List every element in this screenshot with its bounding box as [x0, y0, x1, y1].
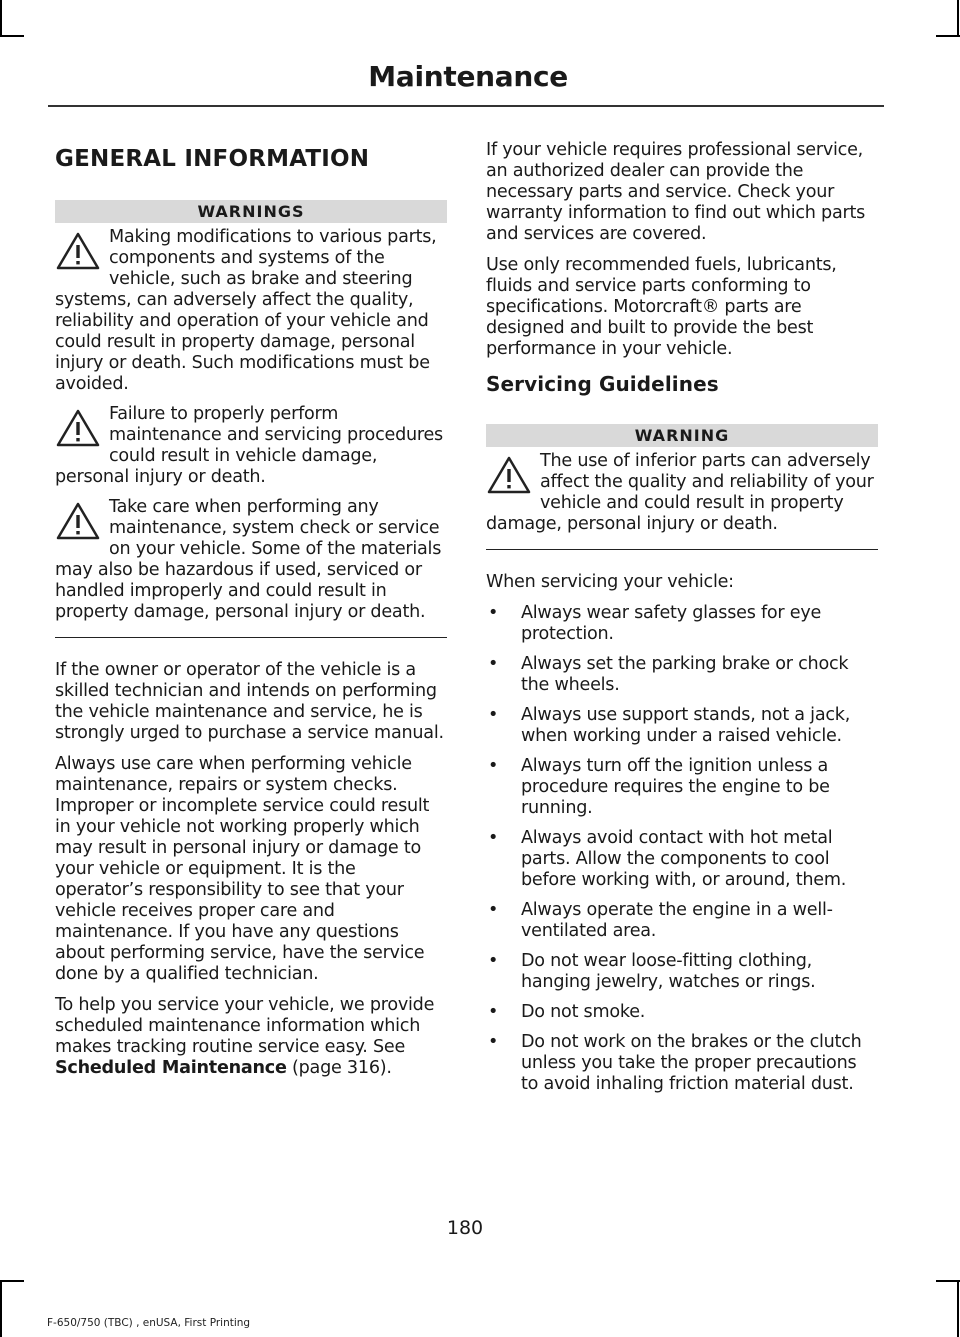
bullet: •: [488, 828, 499, 848]
list-item-text: Always set the parking brake or chock the wheels.: [521, 654, 849, 695]
warning-divider: [55, 637, 447, 638]
page-reference: (page 316).: [286, 1058, 392, 1078]
list-item-text: Always avoid contact with hot metal parts. Allow the components to cool before working with, or around, them.: [521, 828, 847, 890]
crop-mark: [957, 0, 959, 35]
safety-list: [486, 603, 878, 1095]
edition-footer: F-650/750 (TBC) , enUSA, First Printing: [47, 1317, 251, 1329]
page-number: 180: [446, 1217, 484, 1239]
warning-triangle-icon: [55, 501, 101, 541]
body-text: To help you service your vehicle, we provide scheduled maintenance information which makes tracking routine service easy. See: [55, 995, 435, 1057]
list-intro: When servicing your vehicle:: [486, 572, 734, 592]
right-column: [486, 140, 878, 1104]
list-item-text: Always wear safety glasses for eye protection.: [521, 603, 822, 644]
list-item-text: Always operate the engine in a well-ventilated area.: [521, 900, 833, 941]
crop-mark: [957, 1282, 959, 1337]
body-paragraph: If your vehicle requires professional service, an authorized dealer can provide the necessary parts and service. Check your warranty information to find out which parts and services are covered.: [486, 140, 866, 244]
body-paragraph: Always use care when performing vehicle maintenance, repairs or system checks. Improper or incomplete service could result in your vehicle not working properly which may result in personal injury or damage to your vehicle or equipment. It is the operator’s responsibility to see that your vehicle receives proper care and maintenance. If you have any questions about performing service, have the service done by a qualified technician.: [55, 754, 430, 984]
warning-item: [486, 451, 878, 535]
warning-triangle-icon: [55, 231, 101, 271]
crop-mark: [0, 1282, 2, 1337]
warning-triangle-icon: [55, 408, 101, 448]
warning-title: WARNING: [486, 424, 878, 447]
body-paragraph: If the owner or operator of the vehicle is a skilled technician and intends on performing the vehicle maintenance and service, he is strongly urged to purchase a service manual.: [55, 660, 444, 743]
warning-text: Making modifications to various parts, components and systems of the vehicle, such as brake and steering systems, can adversely affect the quality, reliability and operation of your vehicle and could result in property damage, personal injury or death. Such modifications must be avoided.: [55, 227, 437, 394]
page-title: Maintenance: [368, 60, 568, 93]
list-item-text: Do not work on the brakes or the clutch unless you take the proper precautions to avoid inhaling friction material dust.: [521, 1032, 862, 1094]
list-item: [486, 603, 878, 645]
crop-mark: [0, 1280, 24, 1282]
list-item: [486, 756, 878, 819]
list-item: [486, 654, 878, 696]
warning-item: [55, 227, 447, 395]
warning-item: [55, 404, 447, 488]
body-paragraph: Use only recommended fuels, lubricants, fluids and service parts conforming to specifications. Motorcraft® parts are designed and built to provide the best performance in your vehicle.: [486, 255, 837, 359]
header-divider: [48, 105, 884, 107]
body-paragraph: [55, 995, 447, 1079]
list-item: [486, 1032, 878, 1095]
subsection-heading: Servicing Guidelines: [486, 372, 719, 396]
list-item: [486, 951, 878, 993]
warning-triangle-icon: [486, 455, 532, 495]
left-column: [55, 140, 447, 1089]
bullet: •: [488, 1002, 499, 1022]
cross-reference-link[interactable]: Scheduled Maintenance: [55, 1058, 287, 1078]
list-item-text: Always turn off the ignition unless a procedure requires the engine to be running.: [521, 756, 830, 818]
list-item: [486, 1002, 878, 1023]
bullet: •: [488, 951, 499, 971]
list-item-text: Do not wear loose-fitting clothing, hanging jewelry, watches or rings.: [521, 951, 816, 992]
list-item: [486, 705, 878, 747]
list-item: [486, 900, 878, 942]
crop-mark: [936, 35, 960, 37]
warnings-title: WARNINGS: [55, 200, 447, 223]
crop-mark: [0, 0, 2, 35]
bullet: •: [488, 1032, 499, 1052]
list-item-text: Always use support stands, not a jack, when working under a raised vehicle.: [521, 705, 851, 746]
list-item-text: Do not smoke.: [521, 1002, 646, 1022]
warning-divider: [486, 549, 878, 550]
warning-item: [55, 497, 447, 623]
bullet: •: [488, 603, 499, 623]
section-heading: GENERAL INFORMATION: [55, 146, 370, 172]
bullet: •: [488, 900, 499, 920]
warning-text: Failure to properly perform maintenance and servicing procedures could result in vehicle damage, personal injury or death.: [55, 404, 443, 487]
warning-text: The use of inferior parts can adversely affect the quality and reliability of your vehicle and could result in property damage, personal injury or death.: [486, 451, 874, 534]
warning-text: Take care when performing any maintenance, system check or service on your vehicle. Some of the materials may also be hazardous if used, serviced or handled improperly and could result in property damage, personal injury or death.: [55, 497, 442, 622]
bullet: •: [488, 654, 499, 674]
bullet: •: [488, 705, 499, 725]
list-item: [486, 828, 878, 891]
bullet: •: [488, 756, 499, 776]
crop-mark: [0, 35, 24, 37]
